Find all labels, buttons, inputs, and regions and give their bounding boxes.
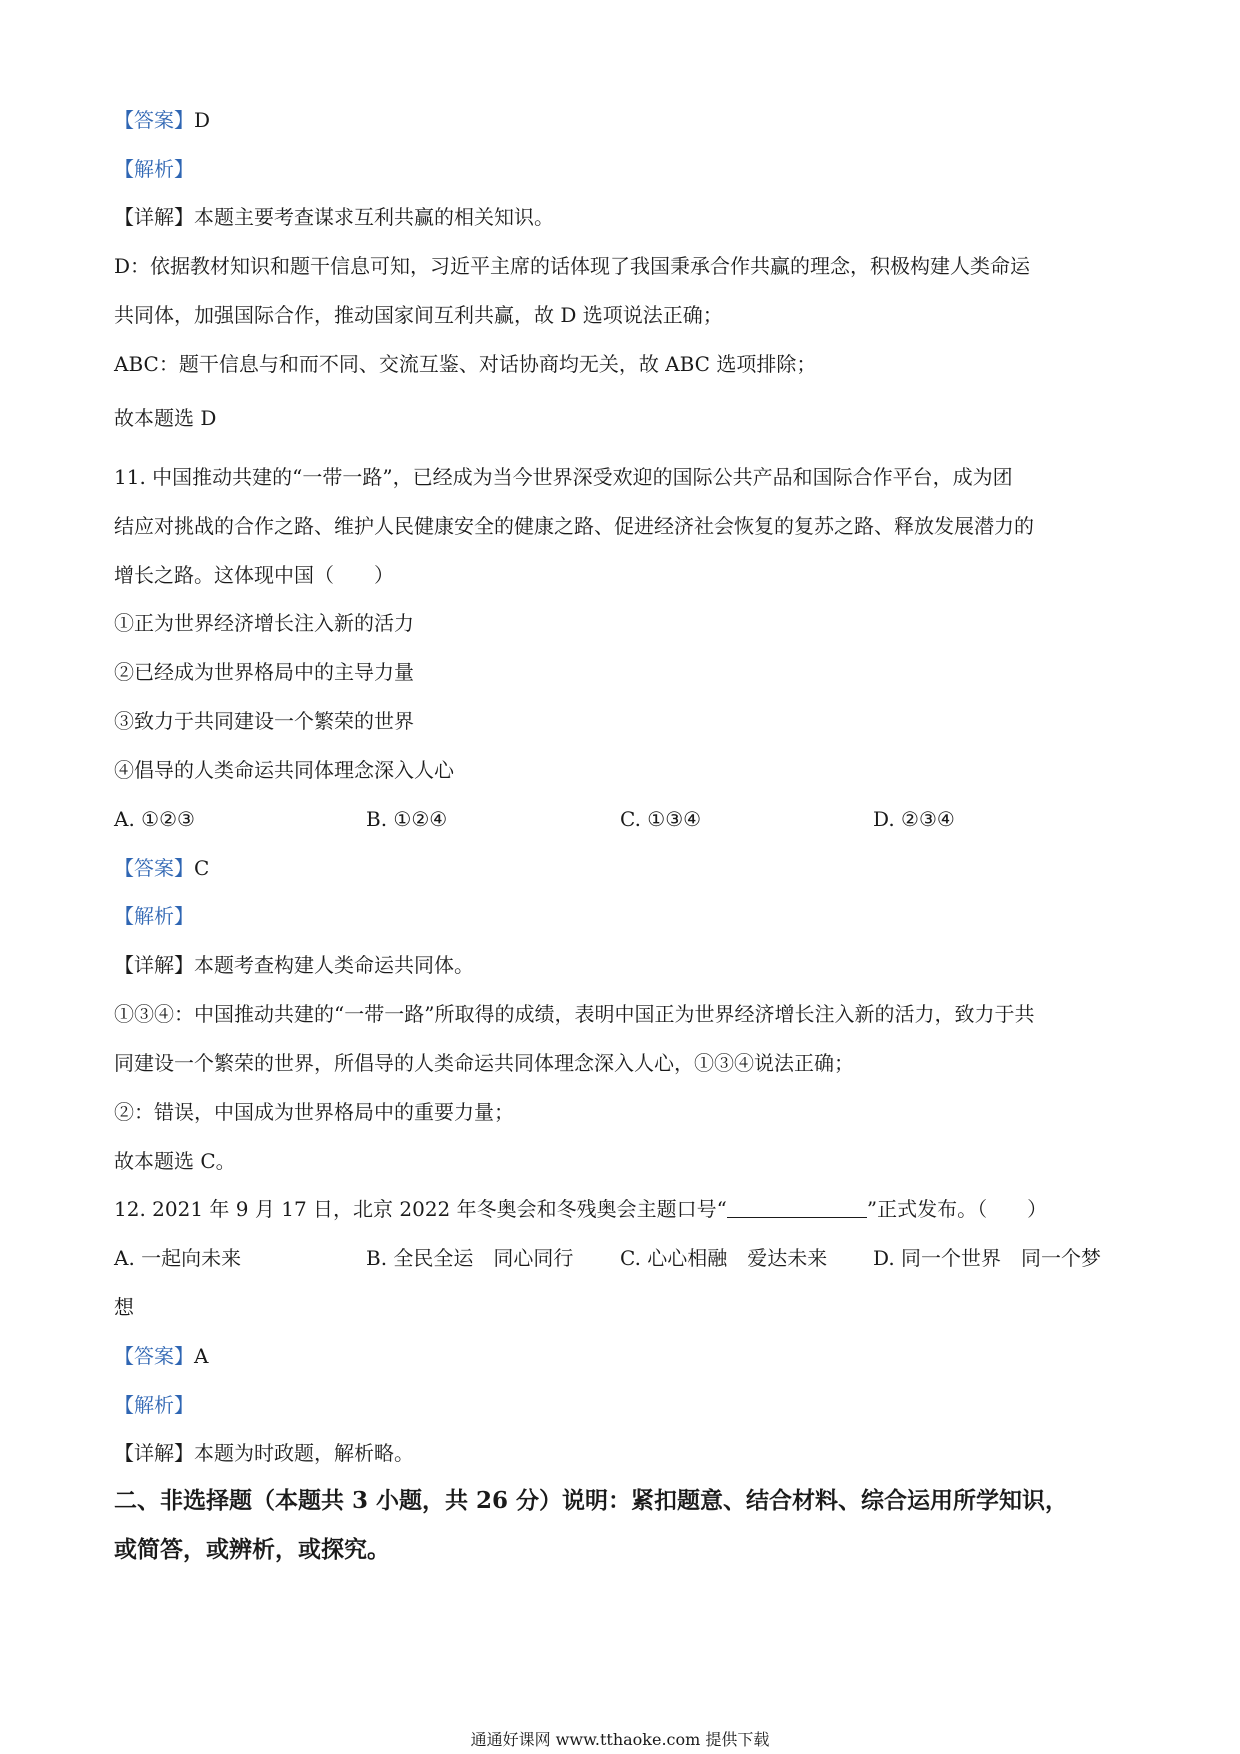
question-11-stem: 11. 中国推动共建的“一带一路”，已经成为当今世界深受欢迎的国际公共产品和国际合作平台，成为团 xyxy=(114,465,1013,489)
option-d-continuation: 想 xyxy=(114,1295,134,1319)
explanation-line: 同建设一个繁荣的世界，所倡导的人类命运共同体理念深入人心，①③④说法正确； xyxy=(114,1051,854,1075)
option-b: B. 全民全运 同心同行 xyxy=(366,1246,574,1270)
explanation-line: D：依据教材知识和题干信息可知，习近平主席的话体现了我国秉承合作共赢的理念，积极构建人类命运 xyxy=(114,254,1031,278)
question-12-stem xyxy=(114,1196,1134,1222)
analysis-tag-q12 xyxy=(114,1392,1134,1418)
answer-tag: 【答案】 xyxy=(114,856,194,880)
explanation-line: ②：错误，中国成为世界格局中的重要力量； xyxy=(114,1100,514,1124)
question-12-stem-end: ”正式发布。（ ） xyxy=(866,1197,1048,1221)
analysis-tag-q11 xyxy=(114,903,1134,929)
footer-watermark: 通通好课网 www.tthaoke.com 提供下载 xyxy=(470,1730,770,1749)
answer-tag: 【答案】 xyxy=(114,108,194,132)
conclusion-line-q10: 故本题选 D xyxy=(114,406,217,430)
section-heading: 或简答，或辨析，或探究。 xyxy=(114,1536,390,1563)
answer-value: A xyxy=(194,1344,209,1368)
option-d: D. ②③④ xyxy=(873,807,955,831)
detail-line-q11: 【详解】本题考查构建人类命运共同体。 xyxy=(114,953,474,977)
answer-value: C xyxy=(194,856,210,880)
statement-4: ④倡导的人类命运共同体理念深入人心 xyxy=(114,758,454,782)
question-12-stem-start: 12. 2021 年 9 月 17 日，北京 2022 年冬奥会和冬残奥会主题口号“ xyxy=(114,1197,727,1221)
answer-line-q12 xyxy=(114,1343,1134,1369)
answer-line-q10 xyxy=(114,107,1134,133)
option-c: C. 心心相融 爱达未来 xyxy=(620,1246,828,1270)
explanation-line: ABC：题干信息与和而不同、交流互鉴、对话协商均无关，故 ABC 选项排除； xyxy=(114,352,817,376)
statement-3: ③致力于共同建设一个繁荣的世界 xyxy=(114,709,414,733)
question-11-stem: 增长之路。这体现中国（ ） xyxy=(114,563,394,587)
section-heading: 二、非选择题（本题共 3 小题，共 26 分）说明：紧扣题意、结合材料、综合运用所学知识， xyxy=(114,1487,1069,1514)
analysis-tag-q10 xyxy=(114,156,1134,182)
statement-1: ①正为世界经济增长注入新的活力 xyxy=(114,611,414,635)
analysis-tag: 【解析】 xyxy=(114,157,194,181)
statement-2: ②已经成为世界格局中的主导力量 xyxy=(114,660,414,684)
question-11-stem: 结应对挑战的合作之路、维护人民健康安全的健康之路、促进经济社会恢复的复苏之路、释放发展潜力的 xyxy=(114,514,1034,538)
option-c: C. ①③④ xyxy=(620,807,702,831)
conclusion-line-q11: 故本题选 C。 xyxy=(114,1149,236,1173)
option-d: D. 同一个世界 同一个梦 xyxy=(873,1246,1102,1270)
analysis-tag: 【解析】 xyxy=(114,904,194,928)
option-a: A. ①②③ xyxy=(114,807,195,831)
answer-value: D xyxy=(194,108,211,132)
explanation-line: ①③④：中国推动共建的“一带一路”所取得的成绩，表明中国正为世界经济增长注入新的活力，致力于共 xyxy=(114,1002,1035,1026)
explanation-line: 共同体，加强国际合作，推动国家间互利共赢，故 D 选项说法正确； xyxy=(114,303,723,327)
analysis-tag: 【解析】 xyxy=(114,1393,194,1417)
answer-line-q11 xyxy=(114,855,1134,881)
fill-blank xyxy=(727,1197,867,1218)
answer-tag: 【答案】 xyxy=(114,1344,194,1368)
detail-line-q10: 【详解】本题主要考查谋求互利共赢的相关知识。 xyxy=(114,205,554,229)
option-b: B. ①②④ xyxy=(366,807,448,831)
detail-line-q12: 【详解】本题为时政题，解析略。 xyxy=(114,1441,414,1465)
option-a: A. 一起向未来 xyxy=(114,1246,242,1270)
